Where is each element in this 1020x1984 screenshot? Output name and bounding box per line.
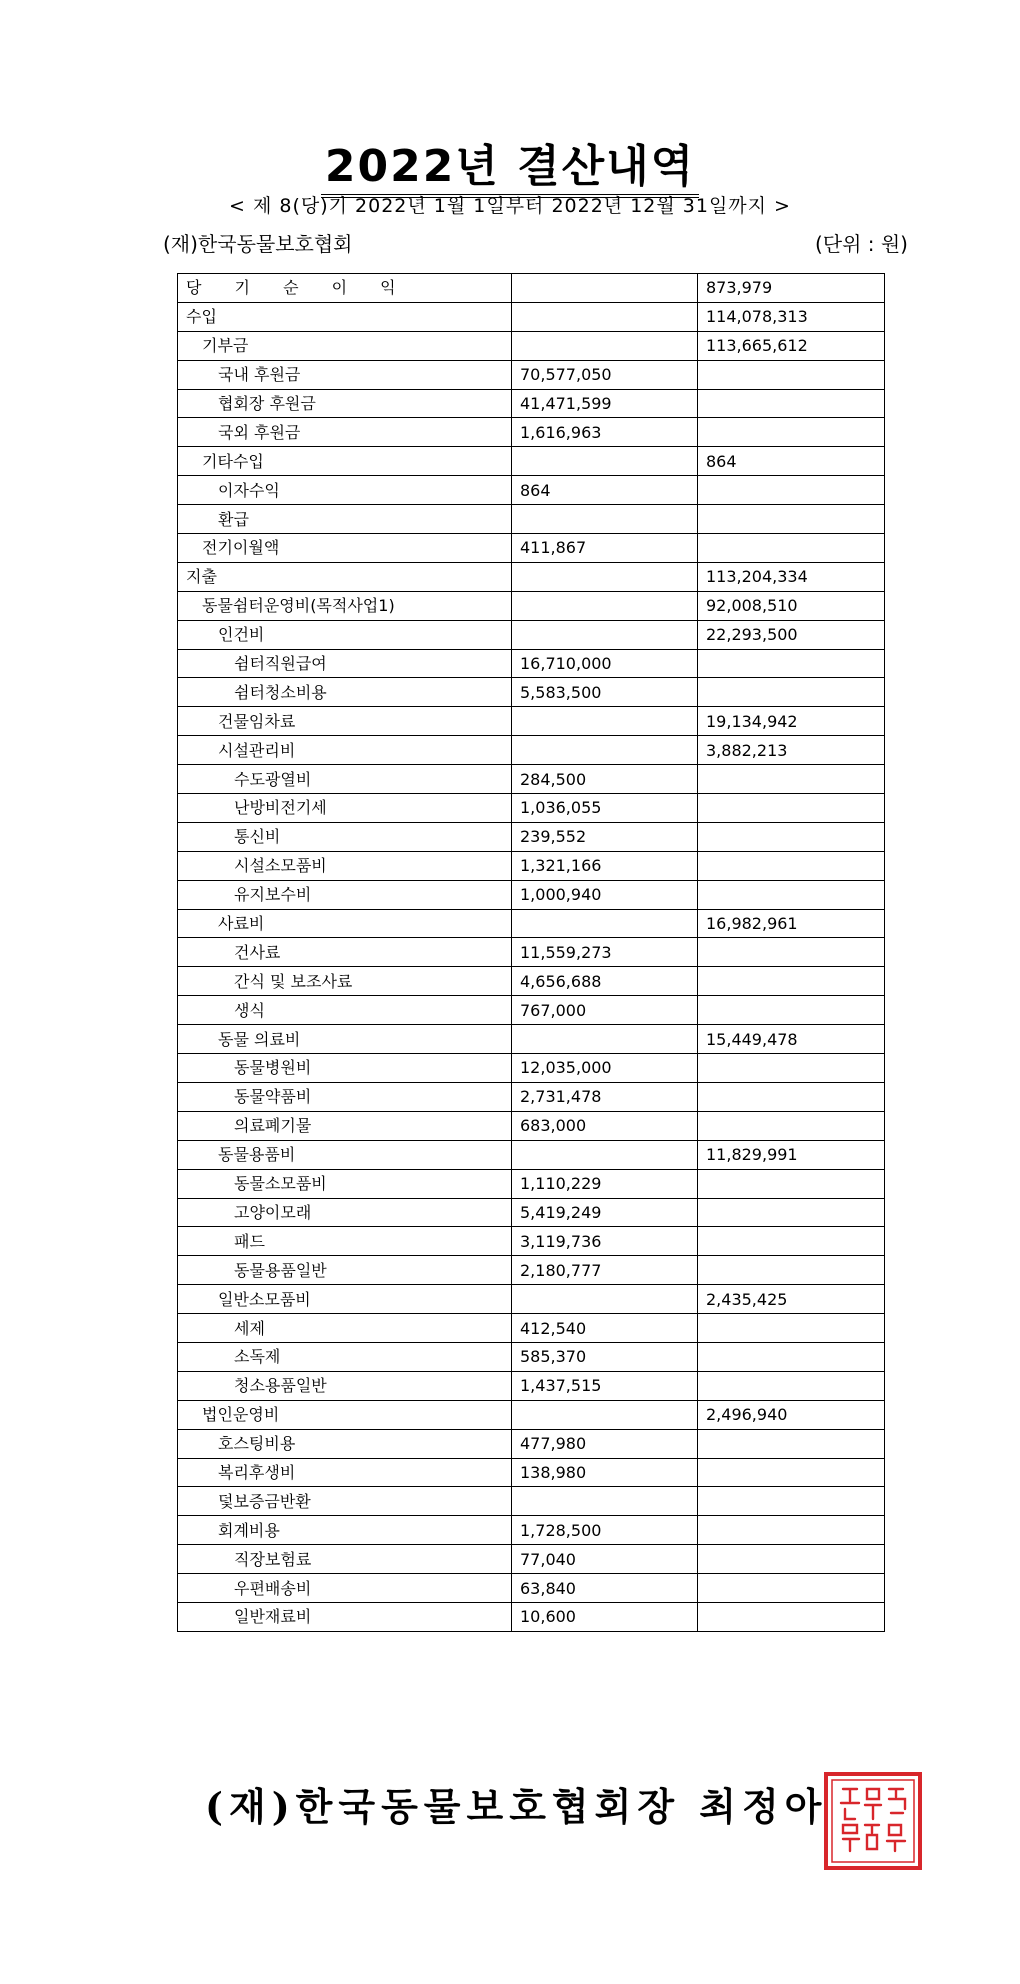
- row-label: 기부금: [178, 331, 512, 360]
- unit-note: (단위 : 원): [814, 232, 908, 256]
- row-label: 동물용품비: [178, 1140, 512, 1169]
- table-row: [178, 909, 885, 938]
- row-label: 사료비: [178, 909, 512, 938]
- table-row: [178, 447, 885, 476]
- table-row: [178, 1458, 885, 1487]
- row-detail-amount: [512, 1025, 698, 1054]
- row-label: 동물약품비: [178, 1082, 512, 1111]
- table-row: [178, 1082, 885, 1111]
- row-detail-amount: 41,471,599: [512, 389, 698, 418]
- settlement-table-body: [178, 274, 885, 1632]
- table-row: [178, 360, 885, 389]
- row-total-amount: 873,979: [698, 274, 885, 303]
- row-total-amount: [698, 880, 885, 909]
- row-detail-amount: 767,000: [512, 996, 698, 1025]
- row-detail-amount: 1,000,940: [512, 880, 698, 909]
- row-detail-amount: 239,552: [512, 822, 698, 851]
- row-detail-amount: [512, 1487, 698, 1516]
- row-detail-amount: 2,731,478: [512, 1082, 698, 1111]
- row-label: 동물용품일반: [178, 1256, 512, 1285]
- row-detail-amount: 3,119,736: [512, 1227, 698, 1256]
- row-detail-amount: 1,110,229: [512, 1169, 698, 1198]
- row-total-amount: [698, 794, 885, 823]
- table-row: [178, 1025, 885, 1054]
- row-total-amount: 11,829,991: [698, 1140, 885, 1169]
- row-total-amount: [698, 1429, 885, 1458]
- row-total-amount: [698, 1111, 885, 1140]
- row-detail-amount: 16,710,000: [512, 649, 698, 678]
- row-total-amount: [698, 360, 885, 389]
- row-total-amount: 113,665,612: [698, 331, 885, 360]
- row-label: 동물소모품비: [178, 1169, 512, 1198]
- row-label: 협회장 후원금: [178, 389, 512, 418]
- row-total-amount: [698, 1256, 885, 1285]
- row-label: 유지보수비: [178, 880, 512, 909]
- row-detail-amount: 284,500: [512, 765, 698, 794]
- table-row: [178, 534, 885, 563]
- table-row: [178, 620, 885, 649]
- row-label: 지출: [178, 562, 512, 591]
- row-detail-amount: 138,980: [512, 1458, 698, 1487]
- table-row: [178, 736, 885, 765]
- table-row: [178, 938, 885, 967]
- row-label: 인건비: [178, 620, 512, 649]
- row-detail-amount: [512, 707, 698, 736]
- table-row: [178, 967, 885, 996]
- row-label: 수입: [178, 302, 512, 331]
- row-label: 기타수입: [178, 447, 512, 476]
- row-label: 이자수익: [178, 476, 512, 505]
- row-label: 당 기 순 이 익: [178, 274, 512, 303]
- row-detail-amount: 683,000: [512, 1111, 698, 1140]
- row-detail-amount: [512, 909, 698, 938]
- row-label: 간식 및 보조사료: [178, 967, 512, 996]
- row-total-amount: [698, 1198, 885, 1227]
- row-total-amount: [698, 389, 885, 418]
- table-row: [178, 1198, 885, 1227]
- row-total-amount: 2,496,940: [698, 1400, 885, 1429]
- table-row: [178, 505, 885, 534]
- row-detail-amount: 411,867: [512, 534, 698, 563]
- table-row: [178, 331, 885, 360]
- row-label: 의료폐기물: [178, 1111, 512, 1140]
- table-row: [178, 1140, 885, 1169]
- signature-line: (재)한국동물보호협회장 최정아: [205, 1784, 828, 1829]
- row-detail-amount: 412,540: [512, 1314, 698, 1343]
- row-detail-amount: 5,419,249: [512, 1198, 698, 1227]
- row-detail-amount: [512, 447, 698, 476]
- row-total-amount: 16,982,961: [698, 909, 885, 938]
- table-row: [178, 996, 885, 1025]
- row-total-amount: [698, 505, 885, 534]
- row-detail-amount: [512, 620, 698, 649]
- row-label: 쉼터청소비용: [178, 678, 512, 707]
- row-total-amount: [698, 1602, 885, 1631]
- table-row: [178, 822, 885, 851]
- row-label: 소독제: [178, 1342, 512, 1371]
- settlement-table: [177, 273, 885, 1632]
- row-detail-amount: 585,370: [512, 1342, 698, 1371]
- row-detail-amount: [512, 1400, 698, 1429]
- table-row: [178, 562, 885, 591]
- row-detail-amount: 4,656,688: [512, 967, 698, 996]
- table-row: [178, 476, 885, 505]
- row-detail-amount: 477,980: [512, 1429, 698, 1458]
- table-row: [178, 880, 885, 909]
- row-label: 전기이월액: [178, 534, 512, 563]
- row-total-amount: [698, 765, 885, 794]
- row-total-amount: [698, 1487, 885, 1516]
- row-total-amount: [698, 476, 885, 505]
- row-total-amount: [698, 1545, 885, 1574]
- table-row: [178, 418, 885, 447]
- table-row: [178, 1227, 885, 1256]
- table-row: [178, 1111, 885, 1140]
- table-row: [178, 649, 885, 678]
- row-total-amount: [698, 1054, 885, 1083]
- table-row: [178, 274, 885, 303]
- row-label: 쉼터직원급여: [178, 649, 512, 678]
- row-label: 호스팅비용: [178, 1429, 512, 1458]
- table-row: [178, 1371, 885, 1400]
- row-total-amount: [698, 1371, 885, 1400]
- row-label: 건물임차료: [178, 707, 512, 736]
- row-total-amount: 22,293,500: [698, 620, 885, 649]
- row-label: 동물병원비: [178, 1054, 512, 1083]
- row-label: 청소용품일반: [178, 1371, 512, 1400]
- row-label: 덫보증금반환: [178, 1487, 512, 1516]
- row-detail-amount: 12,035,000: [512, 1054, 698, 1083]
- row-total-amount: 3,882,213: [698, 736, 885, 765]
- row-total-amount: [698, 1082, 885, 1111]
- row-detail-amount: 11,559,273: [512, 938, 698, 967]
- row-total-amount: 114,078,313: [698, 302, 885, 331]
- row-label: 일반재료비: [178, 1602, 512, 1631]
- organization-name: (재)한국동물보호협회: [163, 232, 353, 256]
- document-title: [0, 130, 1020, 194]
- document-title-text: 2022년 결산내역: [321, 141, 699, 198]
- row-label: 환급: [178, 505, 512, 534]
- row-total-amount: [698, 1458, 885, 1487]
- table-row: [178, 389, 885, 418]
- row-label: 건사료: [178, 938, 512, 967]
- row-label: 직장보험료: [178, 1545, 512, 1574]
- row-label: 생식: [178, 996, 512, 1025]
- table-row: [178, 1487, 885, 1516]
- row-label: 국외 후원금: [178, 418, 512, 447]
- table-row: [178, 1256, 885, 1285]
- row-detail-amount: 1,616,963: [512, 418, 698, 447]
- table-row: [178, 707, 885, 736]
- row-detail-amount: 10,600: [512, 1602, 698, 1631]
- table-row: [178, 678, 885, 707]
- row-total-amount: [698, 649, 885, 678]
- row-detail-amount: [512, 736, 698, 765]
- row-total-amount: [698, 1314, 885, 1343]
- row-total-amount: [698, 938, 885, 967]
- row-total-amount: [698, 1169, 885, 1198]
- table-row: [178, 765, 885, 794]
- row-detail-amount: [512, 331, 698, 360]
- row-detail-amount: 864: [512, 476, 698, 505]
- period-subtitle: < 제 8(당)기 2022년 1월 1일부터 2022년 12월 31일까지 >: [229, 195, 791, 217]
- row-detail-amount: [512, 1140, 698, 1169]
- row-detail-amount: [512, 562, 698, 591]
- row-total-amount: 92,008,510: [698, 591, 885, 620]
- row-total-amount: 19,134,942: [698, 707, 885, 736]
- row-detail-amount: [512, 274, 698, 303]
- table-row: [178, 1545, 885, 1574]
- row-label: 동물 의료비: [178, 1025, 512, 1054]
- row-total-amount: [698, 967, 885, 996]
- row-total-amount: 15,449,478: [698, 1025, 885, 1054]
- row-detail-amount: 1,728,500: [512, 1516, 698, 1545]
- table-row: [178, 1285, 885, 1314]
- table-row: [178, 1574, 885, 1603]
- row-label: 세제: [178, 1314, 512, 1343]
- row-detail-amount: [512, 302, 698, 331]
- row-total-amount: [698, 1342, 885, 1371]
- row-total-amount: 864: [698, 447, 885, 476]
- row-label: 수도광열비: [178, 765, 512, 794]
- row-total-amount: [698, 851, 885, 880]
- row-total-amount: [698, 822, 885, 851]
- row-detail-amount: [512, 1285, 698, 1314]
- row-label: 난방비전기세: [178, 794, 512, 823]
- row-label: 회계비용: [178, 1516, 512, 1545]
- official-seal-icon: [823, 1771, 923, 1871]
- row-total-amount: [698, 418, 885, 447]
- row-label: 고양이모래: [178, 1198, 512, 1227]
- row-detail-amount: 1,437,515: [512, 1371, 698, 1400]
- table-row: [178, 851, 885, 880]
- row-detail-amount: 1,321,166: [512, 851, 698, 880]
- table-row: [178, 1054, 885, 1083]
- table-row: [178, 302, 885, 331]
- table-row: [178, 1342, 885, 1371]
- row-detail-amount: [512, 591, 698, 620]
- row-total-amount: [698, 1227, 885, 1256]
- row-detail-amount: 2,180,777: [512, 1256, 698, 1285]
- row-label: 우편배송비: [178, 1574, 512, 1603]
- row-total-amount: [698, 534, 885, 563]
- row-label: 법인운영비: [178, 1400, 512, 1429]
- row-detail-amount: 1,036,055: [512, 794, 698, 823]
- row-total-amount: [698, 1574, 885, 1603]
- row-detail-amount: [512, 505, 698, 534]
- row-detail-amount: 63,840: [512, 1574, 698, 1603]
- row-total-amount: [698, 678, 885, 707]
- row-detail-amount: 77,040: [512, 1545, 698, 1574]
- table-row: [178, 794, 885, 823]
- row-total-amount: [698, 1516, 885, 1545]
- row-detail-amount: 5,583,500: [512, 678, 698, 707]
- table-row: [178, 591, 885, 620]
- table-row: [178, 1602, 885, 1631]
- row-label: 시설관리비: [178, 736, 512, 765]
- table-row: [178, 1400, 885, 1429]
- row-total-amount: [698, 996, 885, 1025]
- table-row: [178, 1314, 885, 1343]
- row-label: 동물쉼터운영비(목적사업1): [178, 591, 512, 620]
- row-total-amount: 2,435,425: [698, 1285, 885, 1314]
- table-row: [178, 1429, 885, 1458]
- row-label: 시설소모품비: [178, 851, 512, 880]
- row-label: 국내 후원금: [178, 360, 512, 389]
- row-label: 통신비: [178, 822, 512, 851]
- row-label: 복리후생비: [178, 1458, 512, 1487]
- table-row: [178, 1516, 885, 1545]
- table-row: [178, 1169, 885, 1198]
- row-label: 일반소모품비: [178, 1285, 512, 1314]
- row-total-amount: 113,204,334: [698, 562, 885, 591]
- row-label: 패드: [178, 1227, 512, 1256]
- row-detail-amount: 70,577,050: [512, 360, 698, 389]
